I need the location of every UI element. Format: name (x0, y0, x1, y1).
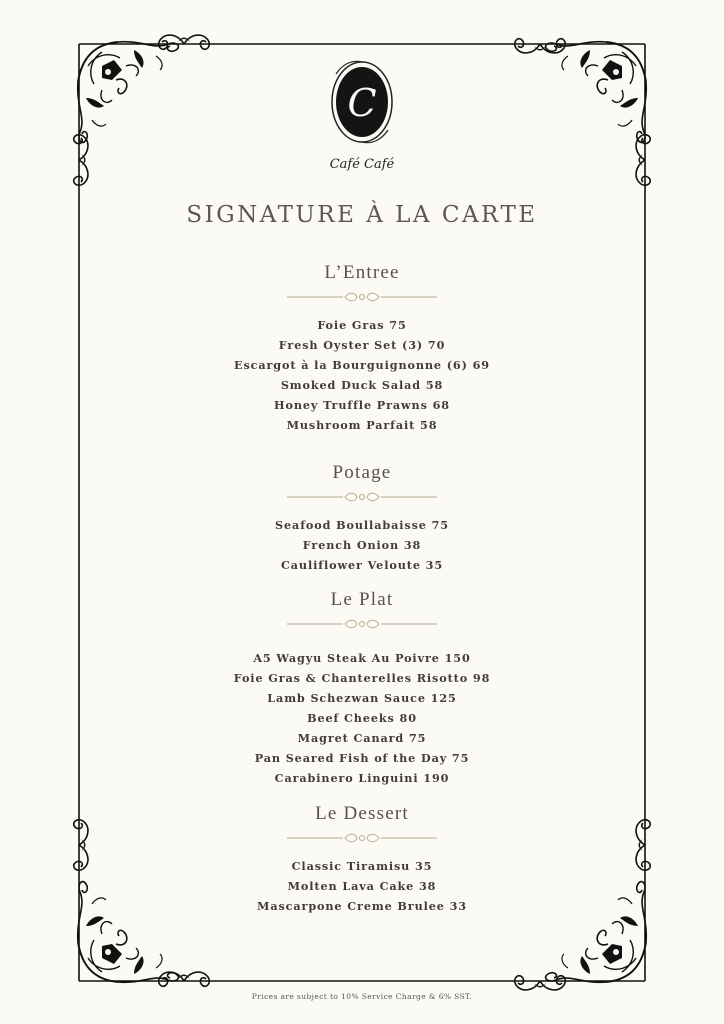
section-potage (0, 460, 724, 575)
menu-item: Mascarpone Creme Brulee 33 (257, 899, 467, 913)
section-title: Potage (332, 462, 392, 483)
section-title: Le Dessert (315, 803, 409, 824)
menu-item: Pan Seared Fish of the Day 75 (254, 751, 470, 765)
menu-item: Escargot à la Bourguignonne (6) 69 (234, 358, 490, 372)
menu-item: Molten Lava Cake 38 (287, 879, 437, 893)
menu-item: A5 Wagyu Steak Au Poivre 150 (253, 651, 471, 665)
section-dessert (0, 801, 724, 916)
menu-item: Foie Gras 75 (317, 318, 407, 332)
brand-logo (328, 56, 396, 176)
menu-item: Classic Tiramisu 35 (291, 859, 433, 873)
menu-item: Cauliflower Veloute 35 (280, 558, 443, 572)
menu-item: Honey Truffle Prawns 68 (274, 398, 450, 412)
section-entree (0, 260, 724, 435)
menu-item: French Onion 38 (302, 538, 422, 552)
page-title: SIGNATURE À LA CARTE (186, 202, 538, 228)
section-title: Le Plat (330, 589, 394, 610)
menu-item: Lamb Schezwan Sauce 125 (267, 691, 457, 705)
menu-item: Seafood Boullabaisse 75 (275, 518, 449, 532)
menu-item: Fresh Oyster Set (3) 70 (278, 338, 446, 352)
ornament-divider (287, 831, 437, 845)
menu-item: Foie Gras & Chanterelles Risotto 98 (233, 671, 491, 685)
section-plat (0, 587, 724, 788)
ornament-divider (287, 290, 437, 304)
ornament-divider (287, 617, 437, 631)
ornament-divider (287, 490, 437, 504)
brand-name: Café Café (329, 157, 395, 172)
menu-item: Beef Cheeks 80 (307, 711, 417, 725)
menu-item: Smoked Duck Salad 58 (280, 378, 444, 392)
menu-item: Mushroom Parfait 58 (286, 418, 438, 432)
footer-note: Prices are subject to 10% Service Charge & 6% SST. (251, 992, 473, 1001)
menu-item: Magret Canard 75 (297, 731, 427, 745)
section-title: L’Entree (324, 262, 400, 283)
brand-monogram: C (347, 81, 377, 125)
menu-item: Carabinero Linguini 190 (274, 771, 450, 785)
oval-monogram-emblem (328, 56, 396, 176)
